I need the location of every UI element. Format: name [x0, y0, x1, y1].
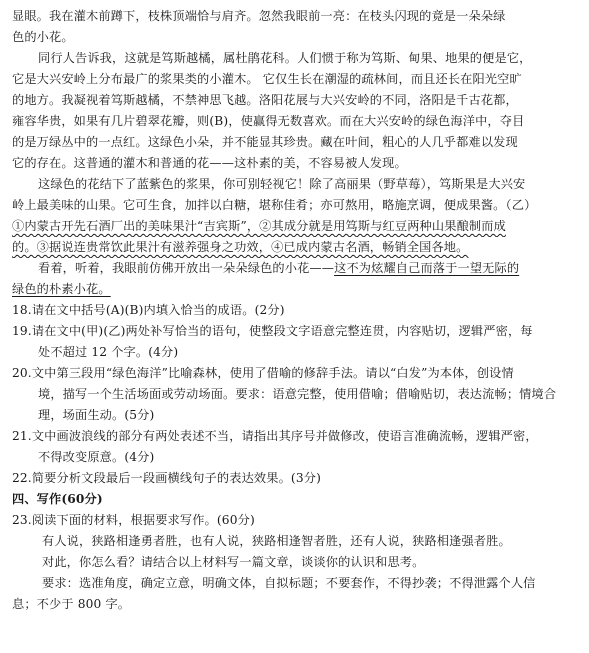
- question-20: 20.文中第三段用“绿色海洋”比喻森林，使用了借喻的修辞手法。请以“白发”为本体，创设情: [12, 366, 514, 380]
- passage-line: 的地方。我凝视着笃斯越橘，不禁神思飞越。洛阳花展与大兴安岭的不同，洛阳是千古花都，: [12, 93, 518, 107]
- question-21: 21.文中画波浪线的部分有两处表述不当，请指出其序号并做修改，使语言准确流畅，逻辑严密，: [12, 429, 538, 443]
- passage-line: 它是大兴安岭上分布最广的浆果类的小灌木。 它仅生长在潮湿的疏林间，而且还长在阳光空旷: [12, 72, 522, 86]
- wavy-underlined-text: ①内蒙古开先石酒厂出的美味果汁“吉宾斯”，②其成分就是用笃斯与红豆两种山果酿制而成: [12, 219, 506, 233]
- wavy-underlined-line: [12, 237, 575, 258]
- question-21-cont: 不得改变原意。(4分): [38, 450, 155, 464]
- question-20-cont: 境，描写一个生活场面或劳动场面。要求：语意完整，使用借喻；借喻贴切，表达流畅；情境合: [38, 387, 557, 401]
- section-heading: 四、写作(60分): [12, 492, 103, 506]
- passage-line: [12, 279, 575, 300]
- writing-requirements-cont: 息；不少于 800 字。: [12, 597, 131, 611]
- passage-line: 同行人告诉我，这就是笃斯越橘，属杜鹃花科。人们惯于称为笃斯、甸果、地果的便是它，: [38, 51, 532, 65]
- passage-line: 雍容华贵，如果有几片碧翠花瓣，则(B)，使赢得无数喜欢。而在大兴安岭的绿色海洋中，夺目: [12, 114, 525, 128]
- question-20-cont: 理，场面生动。(5分): [38, 408, 155, 422]
- question-23: 23.阅读下面的材料，根据要求写作。(60分): [12, 513, 255, 527]
- passage-line: 显眼。我在灌木前蹲下，枝株顶端恰与肩齐。忽然我眼前一亮：在枝头闪现的竟是一朵朵绿: [12, 9, 506, 23]
- passage-line: 这绿色的花结下了蓝紫色的浆果，你可别轻视它！除了高丽果（野草莓），笃斯果是大兴安: [38, 177, 526, 191]
- question-19: 19.请在文中(甲)(乙)两处补写恰当的语句，使整段文字语意完整连贯，内容贴切，逻辑严密，每: [12, 324, 533, 338]
- writing-requirements: 要求：选准角度，确定立意，明确文体，自拟标题；不要套作，不得抄袭；不得泄露个人信: [42, 576, 536, 590]
- passage-line: [12, 258, 575, 279]
- questions: [12, 300, 575, 489]
- passage-line: 的是万绿丛中的一点红。这绿色小朵，并不能显其珍贵。藏在叶间，粗心的人几乎都难以发现: [12, 135, 518, 149]
- passage-text: 看着，听着，我眼前仿佛开放出一朵朵绿色的小花——: [38, 261, 335, 275]
- underlined-sentence: 这不为炫耀自己而落于一望无际的: [334, 261, 520, 275]
- wavy-underlined-line: [12, 216, 575, 237]
- question-22: 22.简要分析文段最后一段画横线句子的表达效果。(3分): [12, 471, 321, 485]
- question-19-cont: 处不超过 12 个字。(4分): [38, 345, 179, 359]
- question-18: 18.请在文中括号(A)(B)内填入恰当的成语。(2分): [12, 303, 285, 317]
- writing-material: 有人说，狭路相逢勇者胜，也有人说，狭路相逢智者胜，还有人说，狭路相逢强者胜。: [42, 534, 511, 548]
- writing-prompt: 对此，你怎么看？请结合以上材料写一篇文章，谈谈你的认识和思考。: [42, 555, 425, 569]
- passage-line: 它的存在。这普通的灌木和普通的花——这朴素的美，不容易被人发现。: [12, 156, 407, 170]
- passage-line: 岭上最美味的山果。它可生食，加拌以白糖，堪称佳肴；亦可熬用，略施烹调，便成果酱。（乙）: [12, 198, 537, 212]
- passage: [12, 6, 575, 300]
- wavy-underlined-text: 的。③据说连贵常饮此果汁有滋养强身之功效，④已成内蒙古名酒，畅销全国各地。: [12, 240, 469, 254]
- underlined-sentence: 绿色的朴素小花。: [12, 282, 111, 296]
- writing-section: [12, 489, 575, 615]
- passage-line: 色的小花。: [12, 30, 74, 44]
